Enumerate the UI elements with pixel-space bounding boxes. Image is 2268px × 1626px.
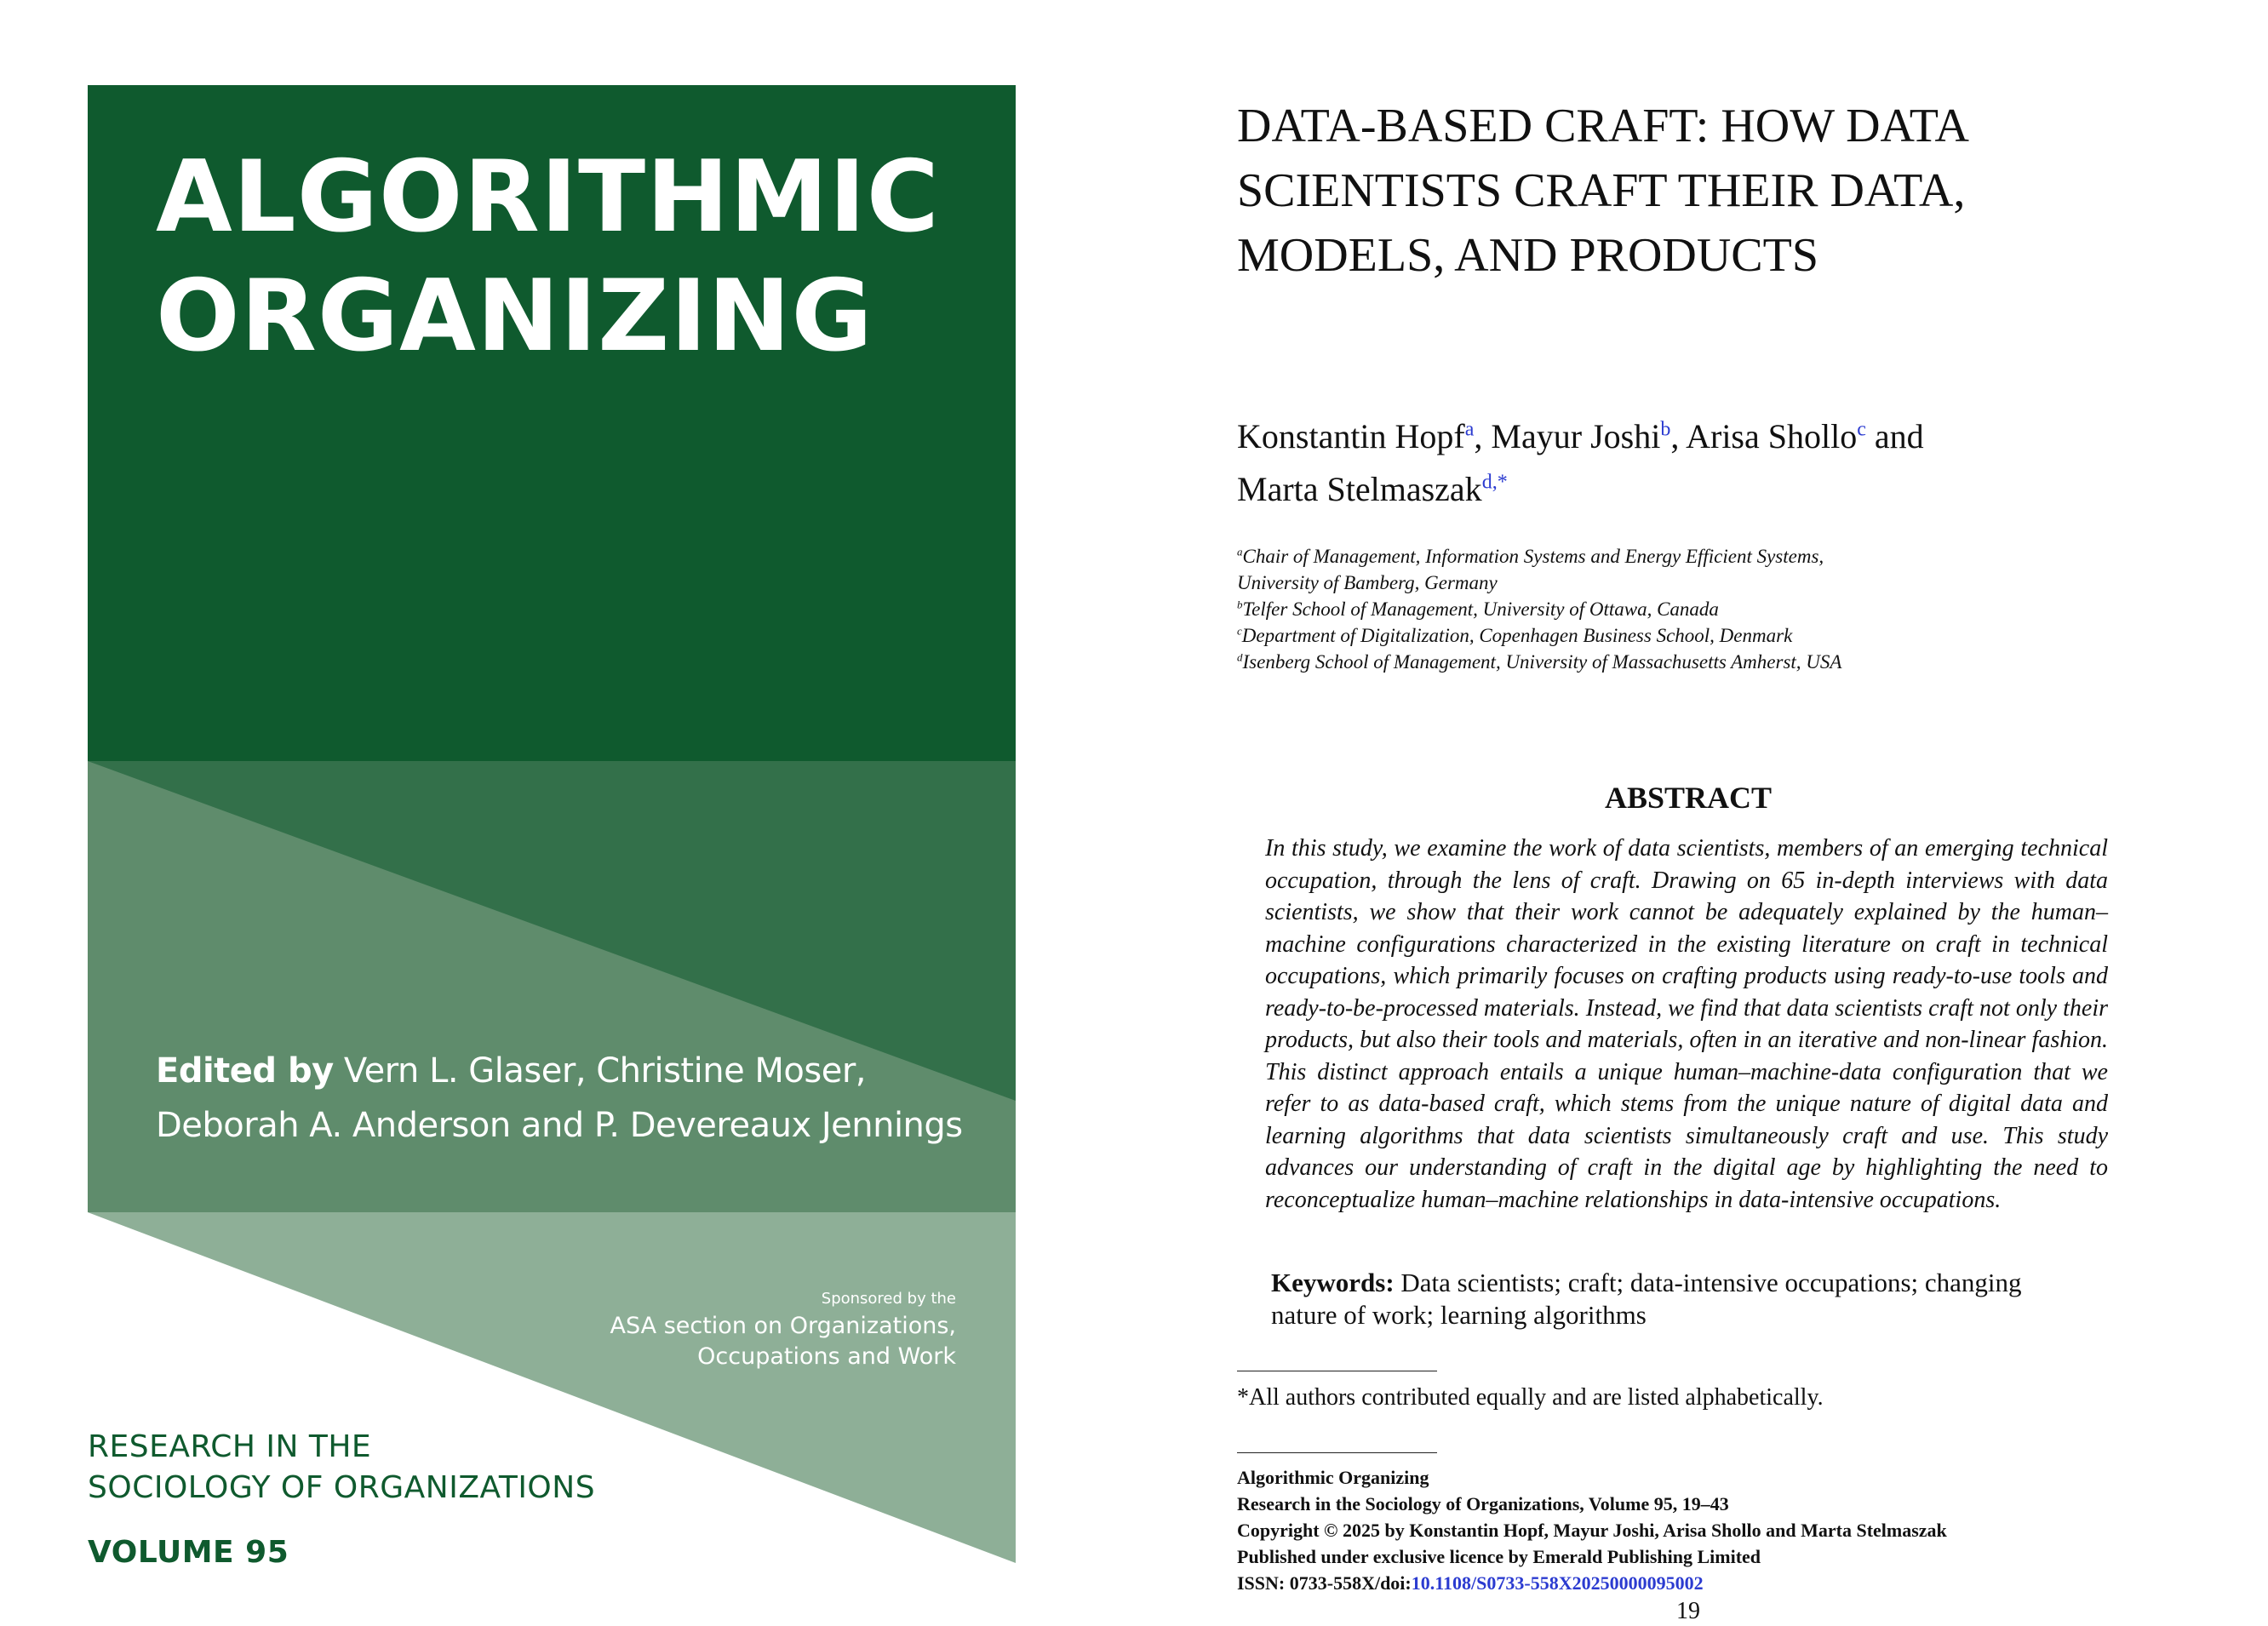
- book-cover: [88, 85, 1016, 1573]
- sponsor-label: Sponsored by the: [821, 1290, 956, 1308]
- publication-info: [1237, 1464, 2174, 1596]
- doi-link[interactable]: 10.1108/S0733-558X20250000095002: [1411, 1572, 1704, 1594]
- cover-sponsor: [610, 1287, 956, 1372]
- issn-label: ISSN: 0733-558X/doi:: [1237, 1572, 1412, 1594]
- cover-series-name: [88, 1427, 769, 1509]
- abstract-text: In this study, we examine the work of data scientists, members of an emerging technical occupation, through the lens of craft. Drawing on 65 in-depth interviews with data scientists, we show that their work cannot be adequately explained by the human–machine configurations characterized in the existing literature on craft in technical occupations, which primarily focuses on crafting products using ready-to-use tools and ready-to-be-processed materials. Instead, we find that data scientists craft not only their products, but also their tools and materials, often in an iterative and non-linear fashion. This distinct approach entails a unique human–machine-data configuration that we refer to as data-based craft, which stems from the unique nature of digital data and learning algorithms that data scientists simultaneously craft and use. This study advances our understanding of craft in the digital age by highlighting the need to reconceptualize human–machine relationships in data-intensive occupations.: [1265, 835, 2108, 1213]
- sponsor-line: ASA section on Organizations,: [610, 1313, 956, 1339]
- affiliation-item: University of Bamberg, Germany: [1237, 572, 1498, 593]
- edited-by-label: Edited by: [156, 1051, 334, 1091]
- keywords: [1271, 1267, 2088, 1331]
- author-list: Konstantin Hopf$^a$, Mayur Joshi$^b$, Arisa Shollo$^c$ and Marta Stelmaszak$^{d,*}$: [1237, 417, 1924, 508]
- cover-editors: [156, 1044, 1007, 1153]
- pubinfo-divider: [1237, 1452, 1437, 1453]
- series-line: RESEARCH IN THE: [88, 1429, 372, 1464]
- pubinfo-licence: Published under exclusive licence by Emerald Publishing Limited: [1237, 1546, 1761, 1567]
- footnote: *All authors contributed equally and are listed alphabetically.: [1237, 1384, 1824, 1411]
- cover-title-line: ALGORITHMIC: [156, 140, 940, 255]
- affiliation-mark[interactable]: c: [1857, 418, 1866, 441]
- affiliation-list: [1237, 543, 2216, 675]
- author-name: Konstantin Hopf: [1237, 417, 1465, 455]
- affiliation-mark[interactable]: d,*: [1481, 471, 1508, 494]
- abstract-heading: ABSTRACT: [1604, 781, 1773, 815]
- affiliation-item: $^a$Chair of Management, Information Systems and Energy Efficient Systems,: [1237, 545, 1824, 567]
- cover-title: [156, 138, 940, 376]
- article-title-line: MODELS, AND PRODUCTS: [1237, 229, 1818, 282]
- author-name: Mayur Joshi: [1491, 417, 1661, 455]
- series-line: SOCIOLOGY OF ORGANIZATIONS: [88, 1470, 596, 1505]
- affiliation-item: $^c$Department of Digitalization, Copenhagen Business School, Denmark: [1237, 624, 1793, 646]
- author-name: Marta Stelmaszak: [1237, 470, 1482, 508]
- affiliation-item: $^d$Isenberg School of Management, University of Massachusetts Amherst, USA: [1237, 650, 1842, 673]
- pubinfo-copyright: Copyright © 2025 by Konstantin Hopf, Mayur Joshi, Arisa Shollo and Marta Stelmaszak: [1237, 1520, 1947, 1541]
- cover-title-line: ORGANIZING: [156, 259, 873, 374]
- pubinfo-series: Research in the Sociology of Organizations, Volume 95, 19–43: [1237, 1493, 1729, 1514]
- keywords-text: Data scientists; craft; data-intensive occupations; changing nature of work; learning algorithms: [1271, 1268, 2022, 1330]
- keywords-label: Keywords:: [1271, 1268, 1395, 1297]
- cover-volume: VOLUME 95: [88, 1535, 289, 1570]
- article-title: [1237, 94, 2216, 288]
- editors-line: Deborah A. Anderson and P. Devereaux Jennings: [156, 1106, 963, 1145]
- article-page: [1237, 94, 2216, 1624]
- editors-line: Vern L. Glaser, Christine Moser,: [343, 1051, 866, 1091]
- author-name: Arisa Shollo: [1686, 417, 1858, 455]
- article-title-line: SCIENTISTS CRAFT THEIR DATA,: [1237, 164, 1966, 217]
- affiliation-mark[interactable]: a: [1464, 418, 1475, 441]
- pubinfo-issn: [1237, 1570, 2174, 1596]
- affiliation-mark[interactable]: b: [1660, 418, 1671, 441]
- article-title-line: DATA-BASED CRAFT: HOW DATA: [1237, 100, 1969, 152]
- pubinfo-book: Algorithmic Organizing: [1237, 1467, 1429, 1488]
- page-number: 19: [1676, 1598, 1700, 1624]
- sponsor-line: Occupations and Work: [697, 1343, 956, 1370]
- author-conjunction: and: [1874, 417, 1924, 455]
- affiliation-item: $^b$Telfer School of Management, University of Ottawa, Canada: [1237, 598, 1719, 620]
